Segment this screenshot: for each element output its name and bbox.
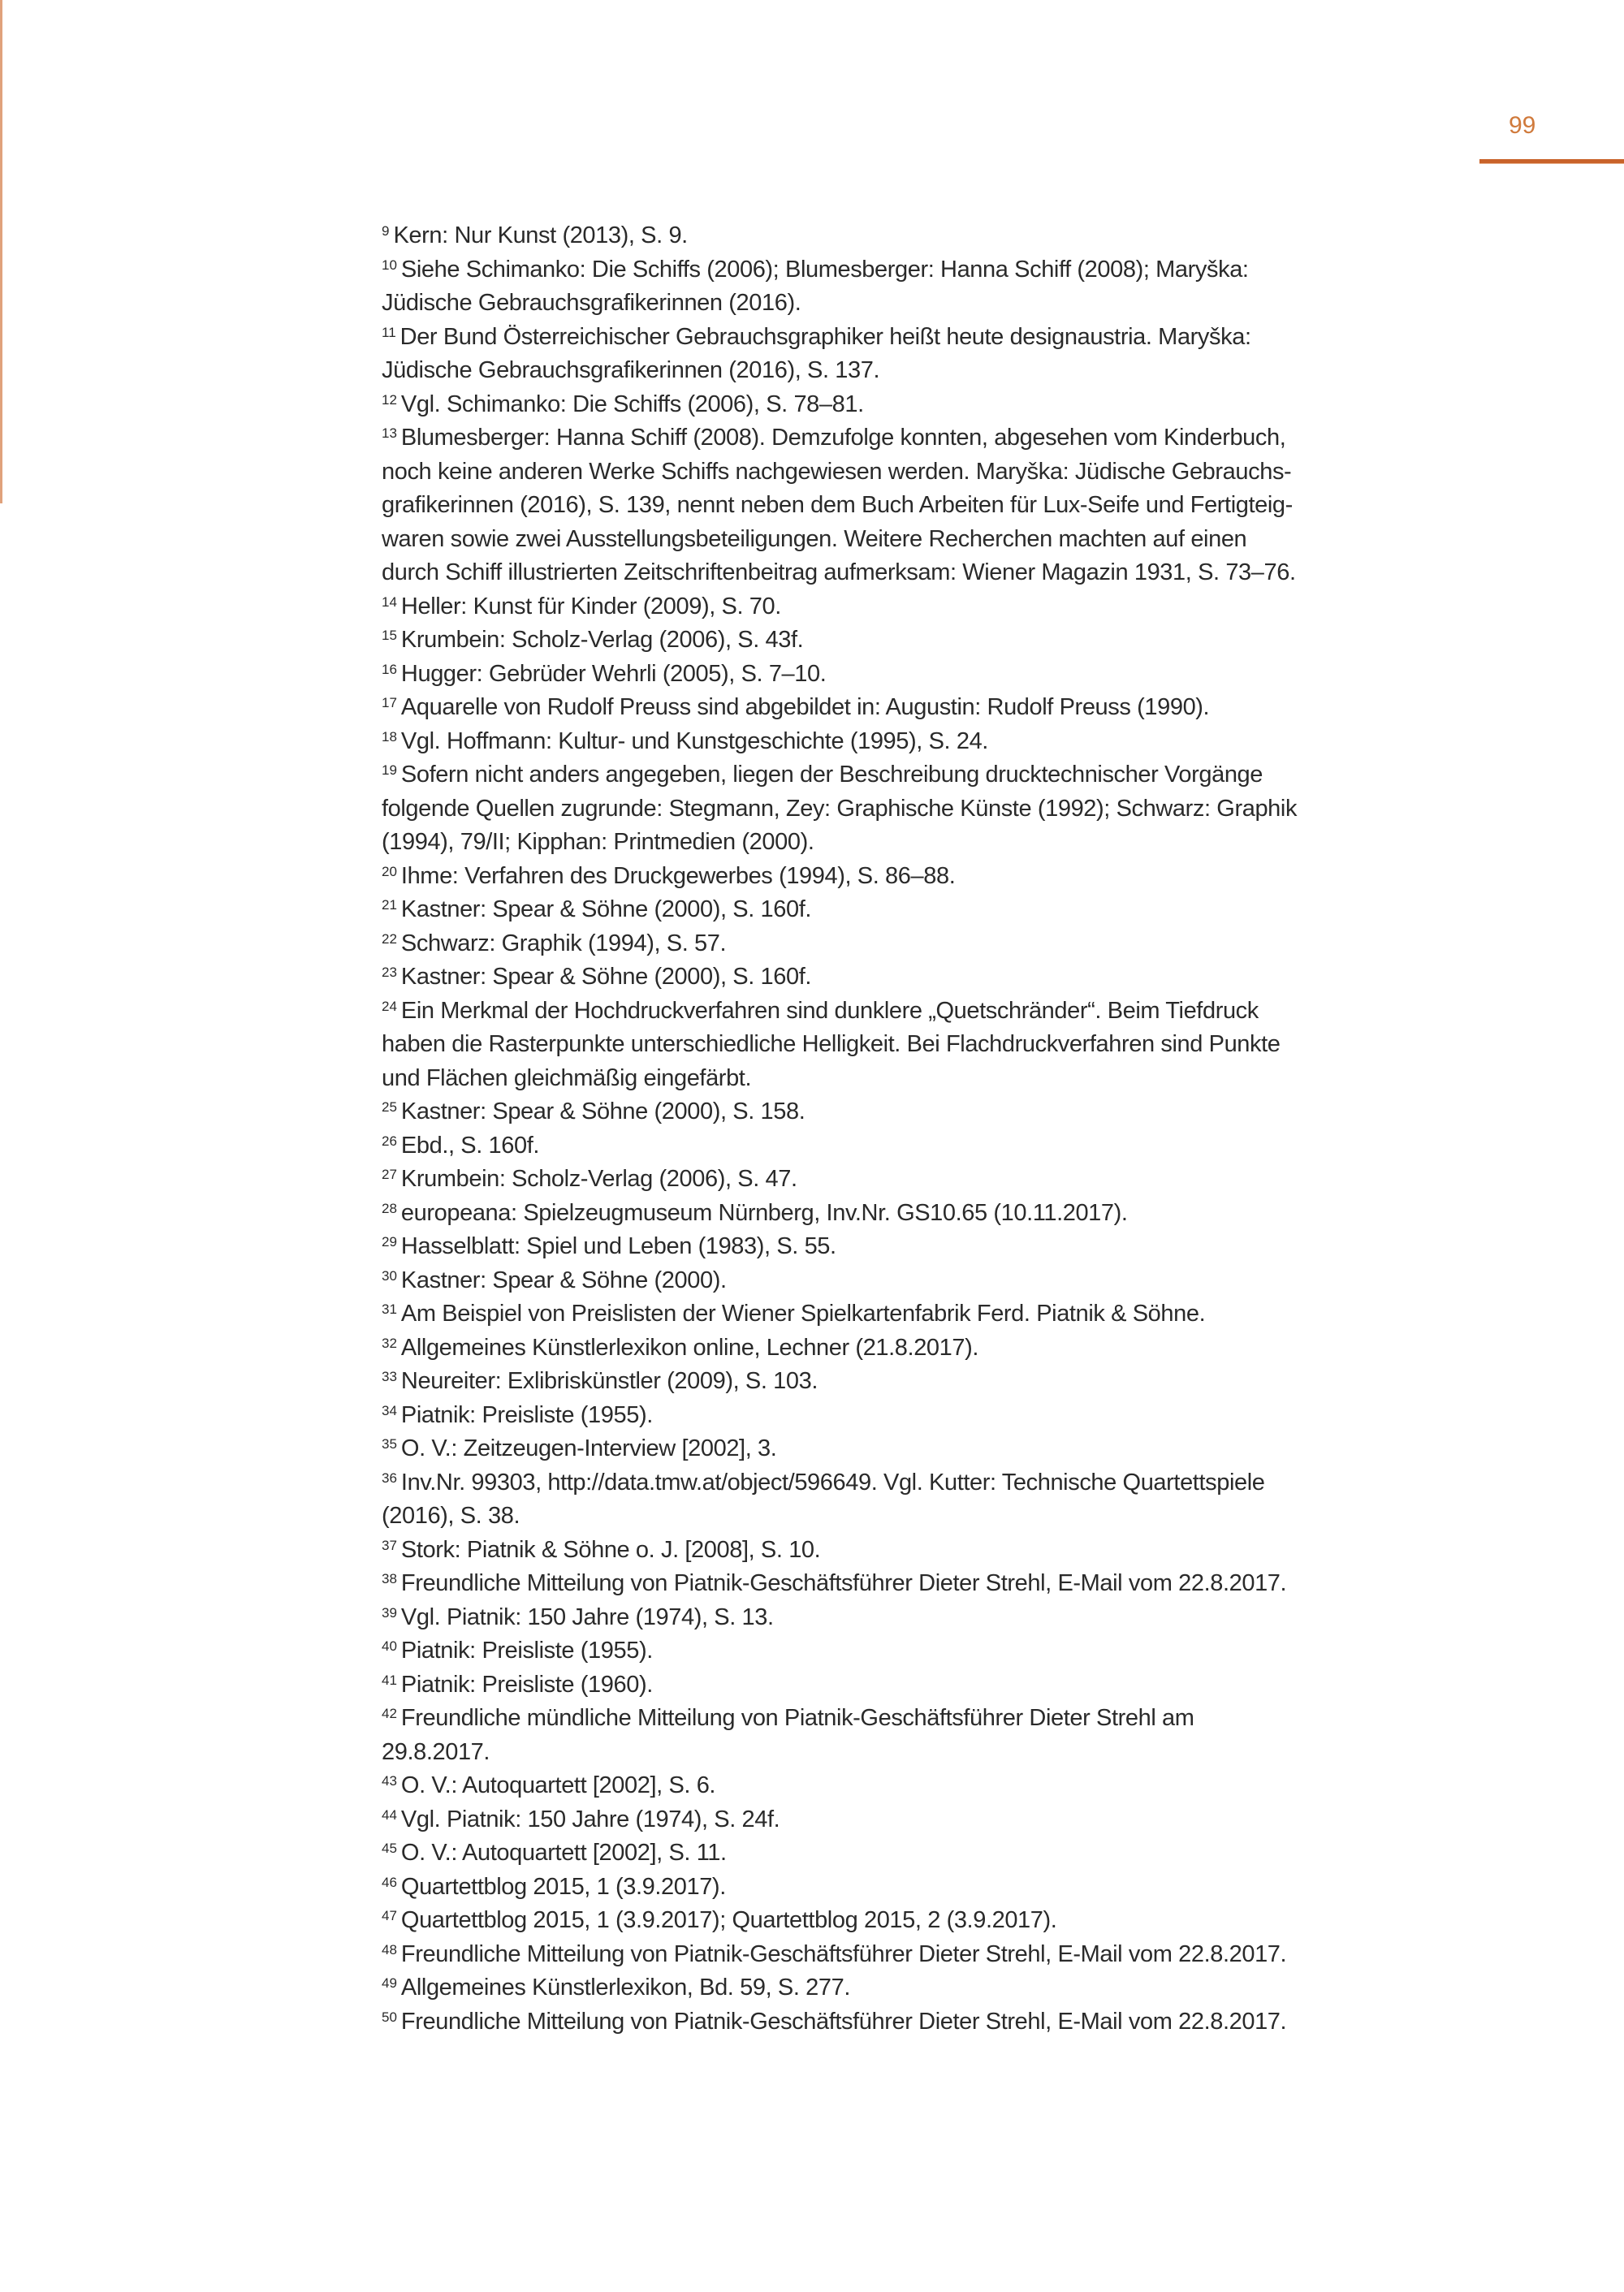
footnote-text: Kastner: Spear & Söhne (2000). (400, 1267, 727, 1293)
footnote-text: Jüdische Gebrauchsgrafikerinnen (2016). (382, 290, 801, 316)
footnote-text: Quartettblog 2015, 1 (3.9.2017); Quartettblog 2015, 2 (3.9.2017). (400, 1907, 1057, 1933)
footnote-19 (382, 758, 1453, 860)
footnote-34 (382, 1399, 1453, 1433)
footnote-line (382, 658, 1453, 692)
footnote-number: 29 (382, 1234, 397, 1250)
footnote-text: Allgemeines Künstlerlexikon online, Lechner (21.8.2017). (400, 1334, 979, 1361)
footnote-text: Krumbein: Scholz-Verlag (2006), S. 47. (400, 1166, 797, 1192)
footnote-number: 35 (382, 1436, 397, 1452)
footnote-15 (382, 624, 1453, 658)
footnote-text: Am Beispiel von Preislisten der Wiener Spielkartenfabrik Ferd. Piatnik & Söhne. (400, 1301, 1206, 1327)
footnote-text: Jüdische Gebrauchsgrafikerinnen (2016), S. 137. (382, 357, 880, 383)
footnote-text: Neureiter: Exlibriskünstler (2009), S. 103. (400, 1368, 818, 1394)
footnote-26 (382, 1129, 1453, 1163)
footnote-line (382, 725, 1453, 759)
footnote-text: Vgl. Piatnik: 150 Jahre (1974), S. 24f. (400, 1806, 780, 1832)
footnote-number: 47 (382, 1908, 397, 1923)
footnote-24 (382, 995, 1453, 1096)
footnote-line (382, 1062, 1453, 1096)
footnote-line (382, 1432, 1453, 1466)
footnote-line (382, 523, 1453, 557)
footnote-number: 26 (382, 1133, 397, 1149)
footnote-number: 49 (382, 1975, 397, 1991)
footnote-27 (382, 1163, 1453, 1197)
footnote-number: 42 (382, 1706, 397, 1721)
footnote-line (382, 421, 1453, 455)
footnote-text: noch keine anderen Werke Schiffs nachgewiesen werden. Maryška: Jüdische Gebrauchs- (382, 458, 1292, 485)
footnote-16 (382, 658, 1453, 692)
footnote-number: 17 (382, 695, 397, 710)
footnote-number: 20 (382, 863, 397, 879)
footnote-line (382, 1365, 1453, 1399)
footnote-number: 27 (382, 1167, 397, 1182)
footnote-20 (382, 860, 1453, 894)
footnote-line (382, 893, 1453, 927)
footnote-number: 43 (382, 1773, 397, 1789)
footnote-number: 9 (382, 223, 390, 239)
footnote-number: 28 (382, 1200, 397, 1216)
footnote-text: Inv.Nr. 99303, http://data.tmw.at/object/596649. Vgl. Kutter: Technische Quartettspiele (400, 1469, 1265, 1496)
footnote-text: Krumbein: Scholz-Verlag (2006), S. 43f. (400, 627, 804, 653)
footnote-21 (382, 893, 1453, 927)
footnote-text: Stork: Piatnik & Söhne o. J. [2008], S. 10. (400, 1536, 821, 1563)
footnote-text: Heller: Kunst für Kinder (2009), S. 70. (400, 593, 781, 619)
footnote-text: Allgemeines Künstlerlexikon, Bd. 59, S. 277. (400, 1975, 850, 2001)
footnote-50 (382, 2005, 1453, 2039)
footnote-text: Ihme: Verfahren des Druckgewerbes (1994), S. 86–88. (400, 862, 956, 889)
footnote-text: Sofern nicht anders angegeben, liegen der Beschreibung drucktechnischer Vorgänge (400, 762, 1263, 788)
footnote-line (382, 556, 1453, 590)
footnote-text: Piatnik: Preisliste (1955). (400, 1401, 653, 1428)
footnote-12 (382, 388, 1453, 422)
footnote-41 (382, 1668, 1453, 1703)
footnote-number: 23 (382, 965, 397, 980)
footnote-number: 38 (382, 1571, 397, 1586)
footnote-number: 33 (382, 1369, 397, 1384)
footnote-number: 30 (382, 1267, 397, 1284)
footnote-text: europeana: Spielzeugmuseum Nürnberg, Inv.Nr. GS10.65 (10.11.2017). (400, 1199, 1128, 1226)
footnote-text: Hasselblatt: Spiel und Leben (1983), S. 55. (400, 1233, 836, 1259)
footnote-number: 34 (382, 1402, 397, 1418)
footnote-40 (382, 1634, 1453, 1668)
footnote-line (382, 1466, 1453, 1500)
footnote-line (382, 792, 1453, 827)
footnote-line (382, 388, 1453, 422)
footnote-text: (1994), 79/II; Kipphan: Printmedien (2000). (382, 829, 814, 855)
footnote-text: Ein Merkmal der Hochdruckverfahren sind dunklere „Quetschränder“. Beim Tiefdruck (400, 997, 1259, 1024)
footnote-number: 10 (382, 257, 397, 273)
page-number: 99 (1509, 112, 1536, 139)
footnote-text: Schwarz: Graphik (1994), S. 57. (400, 930, 727, 956)
footnote-line (382, 2005, 1453, 2039)
header-rule (1479, 159, 1624, 164)
footnote-line (382, 1634, 1453, 1668)
footnote-number: 25 (382, 1099, 397, 1115)
footnote-line (382, 1938, 1453, 1972)
footnote-line (382, 1264, 1453, 1298)
footnote-36 (382, 1466, 1453, 1534)
footnote-line (382, 1871, 1453, 1905)
footnote-line (382, 927, 1453, 961)
footnote-text: Freundliche Mitteilung von Piatnik-Geschäftsführer Dieter Strehl, E-Mail vom 22.8.2017. (400, 1940, 1287, 1967)
footnote-line (382, 995, 1453, 1029)
footnote-line (382, 1702, 1453, 1736)
footnote-number: 36 (382, 1470, 397, 1486)
footnote-line (382, 1769, 1453, 1803)
footnote-number: 48 (382, 1941, 397, 1957)
footnote-line (382, 1399, 1453, 1433)
footnote-45 (382, 1837, 1453, 1871)
footnote-line (382, 1230, 1453, 1264)
footnote-number: 41 (382, 1672, 397, 1688)
footnote-line (382, 960, 1453, 995)
footnote-line (382, 455, 1453, 490)
footnote-13 (382, 421, 1453, 590)
footnote-text: Quartettblog 2015, 1 (3.9.2017). (400, 1873, 726, 1900)
footnote-line (382, 253, 1453, 287)
footnote-text: Hugger: Gebrüder Wehrli (2005), S. 7–10. (400, 660, 827, 687)
footnote-number: 11 (382, 324, 396, 340)
footnote-text: Siehe Schimanko: Die Schiffs (2006); Blumesberger: Hanna Schiff (2008); Maryška: (400, 256, 1249, 283)
footnote-text: und Flächen gleichmäßig eingefärbt. (382, 1064, 752, 1091)
footnote-number: 12 (382, 391, 397, 408)
footnote-text: Vgl. Piatnik: 150 Jahre (1974), S. 13. (400, 1604, 774, 1630)
footnote-number: 45 (382, 1841, 397, 1856)
footnotes-list (382, 219, 1453, 2039)
footnote-text: durch Schiff illustrierten Zeitschriftenbeitrag aufmerksam: Wiener Magazin 1931, S. 73–76. (382, 559, 1296, 585)
footnote-37 (382, 1534, 1453, 1568)
footnote-line (382, 758, 1453, 792)
footnote-line (382, 1971, 1453, 2005)
footnote-number: 37 (382, 1537, 397, 1553)
footnote-number: 18 (382, 728, 397, 745)
footnote-number: 44 (382, 1806, 397, 1823)
footnote-number: 31 (382, 1301, 397, 1317)
footnote-text: Kastner: Spear & Söhne (2000), S. 158. (400, 1099, 806, 1124)
footnote-text: Freundliche mündliche Mitteilung von Piatnik-Geschäftsführer Dieter Strehl am (400, 1705, 1194, 1731)
footnote-line (382, 287, 1453, 321)
left-edge-rule (0, 0, 2, 503)
footnote-line (382, 860, 1453, 894)
footnote-number: 46 (382, 1874, 397, 1890)
footnote-line (382, 1567, 1453, 1601)
footnote-line (382, 590, 1453, 624)
footnote-31 (382, 1297, 1453, 1332)
footnote-text: Kastner: Spear & Söhne (2000), S. 160f. (400, 964, 812, 990)
footnote-line (382, 321, 1453, 355)
footnote-text: O. V.: Autoquartett [2002], S. 11. (400, 1840, 727, 1866)
footnote-29 (382, 1230, 1453, 1264)
footnote-46 (382, 1871, 1453, 1905)
footnote-28 (382, 1197, 1453, 1231)
footnote-10 (382, 253, 1453, 321)
footnote-number: 32 (382, 1335, 397, 1351)
footnote-number: 24 (382, 998, 397, 1014)
footnote-25 (382, 1095, 1453, 1129)
footnote-30 (382, 1264, 1453, 1298)
footnote-18 (382, 725, 1453, 759)
footnote-line (382, 1197, 1453, 1231)
footnote-text: Vgl. Hoffmann: Kultur- und Kunstgeschichte (1995), S. 24. (400, 727, 988, 754)
footnote-33 (382, 1365, 1453, 1399)
footnote-text: Kastner: Spear & Söhne (2000), S. 160f. (400, 896, 812, 922)
footnote-number: 15 (382, 628, 397, 643)
footnote-35 (382, 1432, 1453, 1466)
footnote-43 (382, 1769, 1453, 1803)
footnote-line (382, 354, 1453, 388)
footnote-47 (382, 1904, 1453, 1938)
footnote-line (382, 1163, 1453, 1197)
footnote-line (382, 1028, 1453, 1062)
footnote-line (382, 624, 1453, 658)
footnote-number: 50 (382, 2009, 397, 2025)
footnote-17 (382, 691, 1453, 725)
footnote-text: O. V.: Zeitzeugen-Interview [2002], 3. (400, 1435, 777, 1461)
footnote-number: 16 (382, 661, 397, 677)
footnote-line (382, 691, 1453, 725)
footnote-42 (382, 1702, 1453, 1769)
footnote-text: Freundliche Mitteilung von Piatnik-Geschäftsführer Dieter Strehl, E-Mail vom 22.8.2017. (400, 1570, 1287, 1596)
footnote-text: Ebd., S. 160f. (400, 1132, 540, 1159)
footnote-line (382, 1736, 1453, 1770)
footnote-line (382, 1534, 1453, 1568)
footnote-line (382, 1095, 1453, 1129)
footnote-line (382, 1500, 1453, 1534)
footnote-9 (382, 219, 1453, 253)
footnote-number: 40 (382, 1638, 397, 1654)
footnote-number: 14 (382, 594, 397, 610)
footnote-text: waren sowie zwei Ausstellungsbeteiligungen. Weitere Recherchen machten auf einen (382, 525, 1247, 552)
footnote-number: 19 (382, 762, 397, 778)
footnote-line (382, 1904, 1453, 1938)
footnote-line (382, 826, 1453, 860)
footnote-22 (382, 927, 1453, 961)
footnote-text: Kern: Nur Kunst (2013), S. 9. (393, 222, 688, 248)
footnote-38 (382, 1567, 1453, 1601)
footnote-text: Vgl. Schimanko: Die Schiffs (2006), S. 78–81. (400, 391, 864, 417)
footnote-text: folgende Quellen zugrunde: Stegmann, Zey: Graphische Künste (1992); Schwarz: Graphik (382, 795, 1298, 822)
footnote-32 (382, 1332, 1453, 1366)
footnote-text: Piatnik: Preisliste (1955). (400, 1638, 653, 1664)
footnote-line (382, 1601, 1453, 1635)
footnote-44 (382, 1803, 1453, 1837)
footnote-23 (382, 960, 1453, 995)
footnote-14 (382, 590, 1453, 624)
footnote-line (382, 1803, 1453, 1837)
footnote-text: O. V.: Autoquartett [2002], S. 6. (400, 1772, 716, 1798)
footnote-text: Aquarelle von Rudolf Preuss sind abgebildet in: Augustin: Rudolf Preuss (1990). (400, 694, 1210, 720)
footnote-line (382, 1332, 1453, 1366)
footnote-text: haben die Rasterpunkte unterschiedliche Helligkeit. Bei Flachdruckverfahren sind Punkte (382, 1031, 1281, 1057)
footnote-text: Freundliche Mitteilung von Piatnik-Geschäftsführer Dieter Strehl, E-Mail vom 22.8.2017. (400, 2008, 1287, 2035)
footnote-text: Der Bund Österreichischer Gebrauchsgraphiker heißt heute designaustria. Maryška: (400, 323, 1251, 350)
footnote-text: Blumesberger: Hanna Schiff (2008). Demzufolge konnten, abgesehen vom Kinderbuch, (400, 425, 1286, 451)
footnote-text: Piatnik: Preisliste (1960). (400, 1671, 653, 1698)
footnote-line (382, 1297, 1453, 1332)
footnote-line (382, 1129, 1453, 1163)
footnote-line (382, 1837, 1453, 1871)
footnote-48 (382, 1938, 1453, 1972)
footnote-11 (382, 321, 1453, 388)
footnote-number: 22 (382, 930, 397, 947)
footnote-number: 13 (382, 425, 397, 441)
footnote-line (382, 1668, 1453, 1703)
footnote-39 (382, 1601, 1453, 1635)
footnote-text: (2016), S. 38. (382, 1503, 520, 1529)
footnote-text: 29.8.2017. (382, 1738, 490, 1765)
footnote-number: 21 (382, 897, 397, 913)
footnote-text: grafikerinnen (2016), S. 139, nennt neben dem Buch Arbeiten für Lux-Seife und Fertigteig- (382, 492, 1293, 518)
footnote-number: 39 (382, 1604, 397, 1621)
footnote-line (382, 219, 1453, 253)
footnote-49 (382, 1971, 1453, 2005)
footnote-line (382, 489, 1453, 523)
